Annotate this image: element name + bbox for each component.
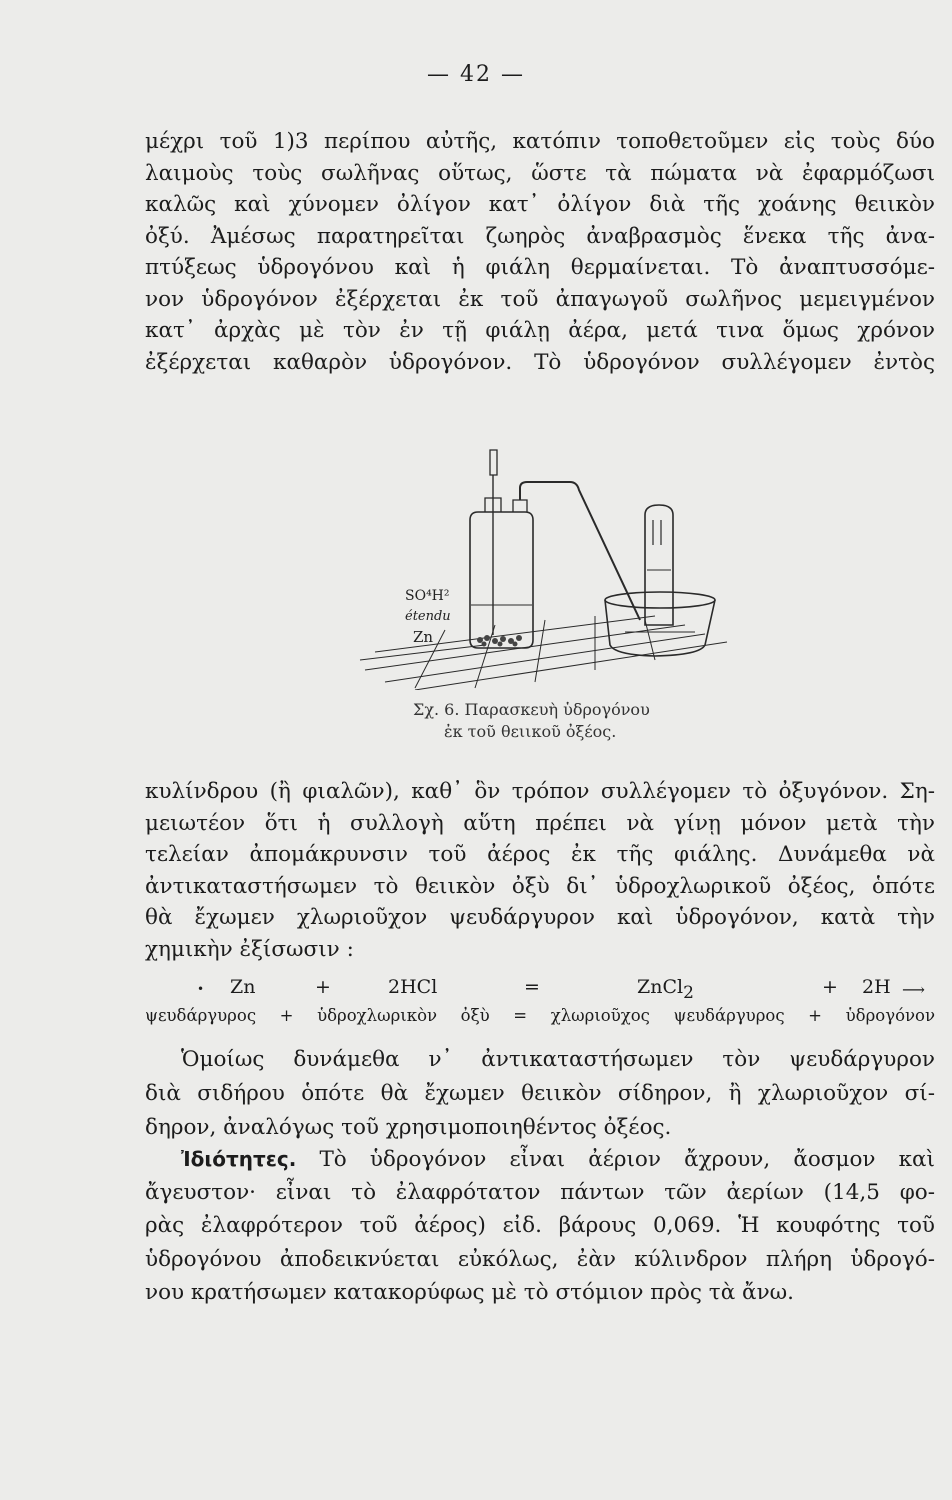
text-line: τελείαν ἀπομάκρυνσιν τοῦ ἀέρος ἐκ τῆς φιάλης. Δυνάμεθα νὰ bbox=[145, 842, 935, 868]
paragraph-4 bbox=[145, 1143, 935, 1309]
text-line: ἄγευστον· εἶναι τὸ ἐλαφρότατον πάντων τῶν ἀερίων (14,5 φο- bbox=[145, 1180, 935, 1206]
apparatus-illustration bbox=[355, 420, 735, 690]
equation-hydrogen: 2H bbox=[862, 976, 891, 998]
text-line: λαιμοὺς τοὺς σωλῆνας οὕτως, ὥστε τὰ πώματα νὰ ἐφαρμόζωσι bbox=[145, 160, 935, 186]
text-line: νον ὑδρογόνον ἐξέρχεται ἐκ τοῦ ἀπαγωγοῦ σωλῆνος μεμειγμένον bbox=[145, 286, 935, 312]
figure-caption-line2: ἐκ τοῦ θειικοῦ ὀξέος. bbox=[444, 722, 617, 741]
figure-caption: Σχ. 6. Παρασκευὴ ὑδρογόνου bbox=[413, 700, 650, 719]
equation-zinc: Zn bbox=[230, 976, 256, 998]
text-line: μειωτέον ὅτι ἡ συλλογὴ αὕτη πρέπει νὰ γίνῃ μόνον μετὰ τὴν bbox=[145, 810, 935, 836]
paragraph-2 bbox=[145, 776, 935, 966]
figure-label-zinc: Zn bbox=[413, 628, 434, 646]
text-line: ὑδρογόνου ἀποδεικνύεται εὐκόλως, ἐὰν κύλινδρον πλήρη ὑδρογό- bbox=[145, 1246, 935, 1272]
arrow-icon: ⟶ bbox=[902, 980, 925, 999]
section-heading: Ἰδιότητες. bbox=[181, 1147, 297, 1171]
equation-zncl bbox=[637, 976, 694, 1003]
text-line: ὀξύ. Ἀμέσως παρατηρεῖται ζωηρὸς ἀναβρασμὸς ἕνεκα τῆς ἀνα- bbox=[145, 223, 935, 249]
equation-words: ψευδάργυρος + ὑδροχλωρικὸν ὀξὺ = χλωριοῦχος ψευδάργυρος + ὑδρογόνον bbox=[145, 1006, 935, 1025]
page-number: — 42 — bbox=[427, 62, 525, 87]
bullet-mark: • bbox=[197, 982, 205, 996]
text-line: καλῶς καὶ χύνομεν ὀλίγον κατ᾽ ὀλίγον διὰ τῆς χοάνης θειικὸν bbox=[145, 192, 935, 217]
paragraph-3 bbox=[145, 1043, 935, 1145]
paragraph-1 bbox=[145, 126, 935, 378]
text-line: θὰ ἔχωμεν χλωριοῦχον ψευδάργυρον καὶ ὑδρογόνον, κατὰ τὴν bbox=[145, 905, 935, 931]
text-line: κυλίνδρου (ἢ φιαλῶν), καθ᾽ ὃν τρόπον συλλέγομεν τὸ ὀξυγόνον. Ση- bbox=[145, 779, 935, 804]
text-line: δηρον, ἀναλόγως τοῦ χρησιμοποιηθέντος ὀξέος. bbox=[145, 1115, 672, 1140]
text-line: ἐξέρχεται καθαρὸν ὑδρογόνον. Τὸ ὑδρογόνον συλλέγομεν ἐντὸς bbox=[145, 349, 935, 375]
text-line: ρὰς ἐλαφρότερον τοῦ ἀέρος) εἰδ. βάρους 0,069. Ἡ κουφότης τοῦ bbox=[145, 1213, 935, 1239]
equation-hcl: 2HCl bbox=[388, 976, 438, 998]
chemical-equation bbox=[140, 976, 940, 1006]
text-line: χημικὴν ἐξίσωσιν : bbox=[145, 936, 354, 962]
text-line: νου κρατήσωμεν κατακορύφως μὲ τὸ στόμιον πρὸς τὰ ἄνω. bbox=[145, 1279, 795, 1305]
equation-equals: = bbox=[524, 976, 540, 998]
text-line bbox=[145, 1143, 935, 1176]
zncl-text: ZnCl bbox=[637, 976, 684, 998]
text-line: πτύξεως ὑδρογόνου καὶ ἡ φιάλη θερμαίνεται. Τὸ ἀναπτυσσόμε- bbox=[145, 255, 935, 280]
figure-label-acid: SO⁴H² bbox=[405, 588, 450, 604]
heading-continuation: Τὸ ὑδρογόνον εἶναι ἀέριον ἄχρουν, ἄοσμον καὶ bbox=[319, 1147, 935, 1172]
equation-plus: + bbox=[315, 976, 331, 998]
text-line: ἀντικαταστήσωμεν τὸ θειικὸν ὀξὺ δι᾽ ὑδροχλωρικοῦ ὀξέος, ὁπότε bbox=[145, 873, 935, 899]
text-line: κατ᾽ ἀρχὰς μὲ τὸν ἐν τῇ φιάλῃ ἀέρα, μετά τινα ὅμως χρόνον bbox=[145, 318, 935, 343]
text-line: Ὁμοίως δυνάμεθα ν᾽ ἀντικαταστήσωμεν τὸν ψευδάργυρον bbox=[181, 1047, 935, 1072]
text-line: μέχρι τοῦ 1)3 περίπου αὐτῆς, κατόπιν τοποθετοῦμεν εἰς τοὺς δύο bbox=[145, 129, 935, 154]
figure-label-dilute: étendu bbox=[405, 609, 451, 624]
equation-plus-2: + bbox=[822, 976, 838, 998]
zncl-subscript: 2 bbox=[683, 982, 694, 1003]
text-line: διὰ σιδήρου ὁπότε θὰ ἔχωμεν θειικὸν σίδηρον, ἢ χλωριοῦχον σί- bbox=[145, 1081, 935, 1106]
